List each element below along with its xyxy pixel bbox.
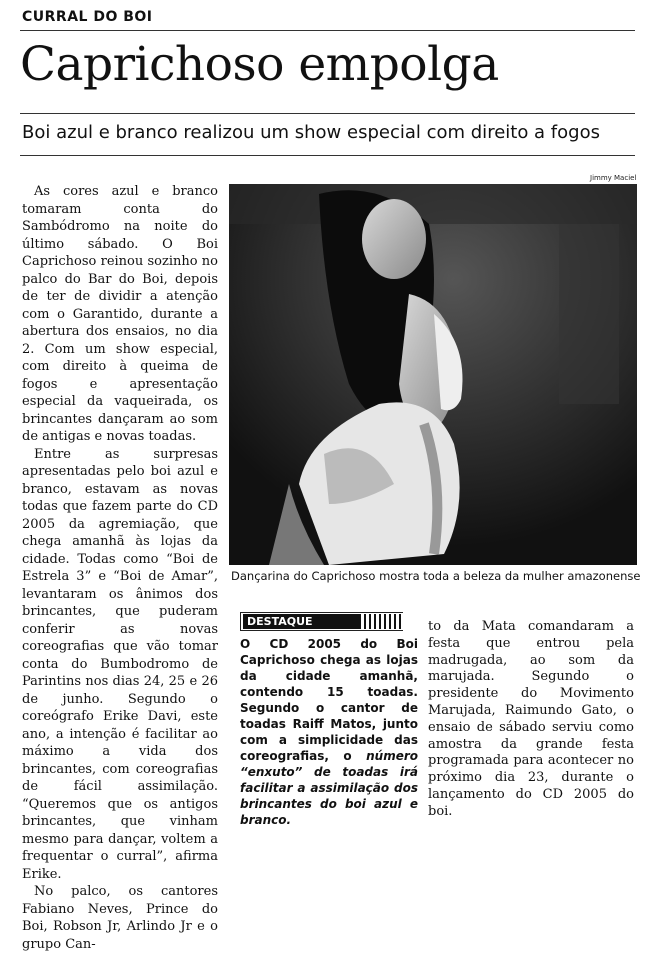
- subheadline: Boi azul e branco realizou um show especial com direito a fogos: [22, 122, 600, 143]
- article-column-1: [22, 183, 218, 953]
- destaque-decor: [359, 614, 401, 629]
- dancer-photo-image: [229, 184, 637, 565]
- section-label: CURRAL DO BOI: [22, 9, 153, 25]
- rule-top: [20, 30, 635, 31]
- headline: Caprichoso empolga: [20, 37, 499, 92]
- paragraph: to da Mata comandaram a festa que entrou pela madrugada, ao som da marujada. Segundo o presidente do Movimento Marujada, Raimundo Gato, o ensaio de sábado serviu como amostra da grande festa programada para acontecer no próximo dia 23, durante o lançamento do CD 2005 do boi.: [428, 619, 634, 819]
- destaque-box: [240, 636, 418, 828]
- rule-bottom: [20, 155, 635, 156]
- paragraph: No palco, os cantores Fabiano Neves, Prince do Boi, Robson Jr, Arlindo Jr e o grupo Can-: [22, 884, 218, 952]
- destaque-text-emphasis: número “enxuto” de toadas irá facilitar a assimilação dos brincantes do boi azul e branco.: [240, 749, 418, 827]
- paragraph: As cores azul e branco tomaram conta do Sambódromo na noite do último sábado. O Boi Caprichoso reinou sozinho no palco do Bar do Boi, depois de ter de dividir a atenção com o Garantido, durante a abertura dos ensaios, no dia 2. Com um show especial, com direito à queima de fogos e apresentação especial da vaqueirada, os brincantes dançaram ao som de antigas e novas toadas.: [22, 184, 218, 444]
- destaque-label: DESTAQUE: [243, 614, 359, 629]
- photo-caption: Dançarina do Caprichoso mostra toda a beleza da mulher amazonense: [231, 569, 641, 583]
- destaque-header: [240, 612, 403, 631]
- article-column-3: [428, 619, 634, 821]
- rule-mid: [20, 113, 635, 114]
- photo-credit: Jimmy Maciel: [590, 174, 637, 182]
- destaque-text: O CD 2005 do Boi Caprichoso chega as lojas da cidade amanhã, contendo 15 toadas. Segundo o cantor de toadas Raiff Matos, junto com a simplicidade das coreografias, o: [240, 637, 418, 763]
- dancer-photo: [229, 184, 637, 565]
- paragraph: Entre as surpresas apresentadas pelo boi azul e branco, estavam as novas todas que fazem parte do CD 2005 da agremiação, que chega amanhã às lojas da cidade. Todas como “Boi de Estrela 3” e “Boi de Amar”, levantaram os ânimos dos brincantes, que puderam conferir as novas coreografias que vão tomar conta do Bumbodromo de Parintins nos dias 24, 25 e 26 de junho. Segundo o coreógrafo Erike Davi, este ano, a intenção é facilitar ao máximo a vida dos brincantes, com coreografias de fácil assimilação. “Queremos que os antigos brincantes, que vinham mesmo para dançar, voltem a frequentar o curral”, afirma Erike.: [22, 446, 218, 882]
